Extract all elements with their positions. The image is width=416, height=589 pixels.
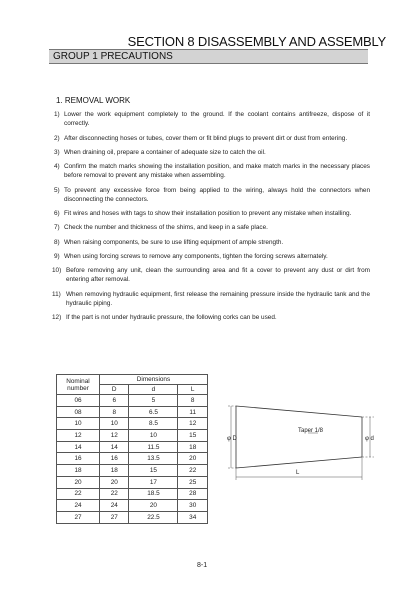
item-number: 6) xyxy=(54,210,60,218)
table-cell: 24 xyxy=(100,500,129,512)
item-text: When draining oil, prepare a container of adequate size to catch the oil. xyxy=(64,148,266,156)
table-cell: 6.5 xyxy=(129,406,178,418)
table-row xyxy=(57,465,208,477)
item-number: 5) xyxy=(54,186,60,194)
table-cell: 17 xyxy=(129,476,178,488)
removal-work-heading: 1. REMOVAL WORK xyxy=(56,96,131,105)
table-row xyxy=(57,488,208,500)
table-row xyxy=(57,511,208,523)
taper-bottom-line xyxy=(236,457,362,468)
table-row xyxy=(57,406,208,418)
taper-top-line xyxy=(236,406,362,417)
table-cell: 6 xyxy=(100,395,129,407)
table-cell: 22 xyxy=(57,488,100,500)
cork-dimensions-table xyxy=(56,374,208,524)
item-text: To prevent any excessive force from being applied to the wiring, always hold the connectors when disconnecting the connectors. xyxy=(64,186,370,203)
list-item xyxy=(54,186,370,204)
item-text: If the part is not under hydraulic pressure, the following corks can be used. xyxy=(66,314,277,322)
table-cell: 10 xyxy=(100,418,129,430)
table-cell: 20 xyxy=(100,476,129,488)
table-cell: 12 xyxy=(178,418,208,430)
table-cell: 5 xyxy=(129,395,178,407)
table-cell: 14 xyxy=(57,441,100,453)
table-cell: 15 xyxy=(129,465,178,477)
table-cell: 22 xyxy=(100,488,129,500)
table-row xyxy=(57,500,208,512)
group-title: GROUP 1 PRECAUTIONS xyxy=(53,51,173,62)
list-item xyxy=(54,209,370,218)
table-cell: 15 xyxy=(178,430,208,442)
small-diameter-label: φ d xyxy=(365,436,374,442)
table-row xyxy=(57,453,208,465)
table-cell: 22 xyxy=(178,465,208,477)
table-body xyxy=(57,395,208,524)
item-text: Lower the work equipment completely to the ground. If the coolant contains antifreeze, dispose of it correctly. xyxy=(64,111,370,128)
table-cell: 08 xyxy=(57,406,100,418)
column-header-D: D xyxy=(100,385,129,395)
table-cell: 18.5 xyxy=(129,488,178,500)
table-cell: 12 xyxy=(57,430,100,442)
table-cell: 8.5 xyxy=(129,418,178,430)
table-cell: 16 xyxy=(57,453,100,465)
table-cell: 18 xyxy=(57,465,100,477)
table-cell: 27 xyxy=(100,511,129,523)
removal-work-list xyxy=(54,110,370,328)
table-cell: 10 xyxy=(129,430,178,442)
length-label: L xyxy=(296,470,300,476)
item-number: 7) xyxy=(54,224,60,232)
column-header-L: L xyxy=(178,385,208,395)
table-cell: 11.5 xyxy=(129,441,178,453)
list-item xyxy=(54,252,370,261)
table-cell: 16 xyxy=(100,453,129,465)
list-item xyxy=(54,266,370,284)
list-item xyxy=(54,148,370,157)
item-text: When using forcing screws to remove any components, tighten the forcing screws alternately. xyxy=(64,252,328,260)
table-cell: 27 xyxy=(57,511,100,523)
table-cell: 14 xyxy=(100,441,129,453)
list-item xyxy=(54,313,370,322)
item-text: When raising components, be sure to use lifting equipment of ample strength. xyxy=(64,238,284,246)
table-cell: 8 xyxy=(178,395,208,407)
table-cell: 28 xyxy=(178,488,208,500)
list-item xyxy=(54,238,370,247)
table-row xyxy=(57,430,208,442)
item-text: When removing hydraulic equipment, first release the remaining pressure inside the hydraulic tank and the hydraulic piping. xyxy=(66,290,370,307)
big-diameter-label: φ D xyxy=(227,436,237,442)
item-number: 1) xyxy=(54,111,60,118)
item-number: 3) xyxy=(54,148,60,156)
table-row xyxy=(57,418,208,430)
page-number: 8-1 xyxy=(197,562,208,569)
item-text: After disconnecting hoses or tubes, cover them or fit blind plugs to prevent dirt or dust from entering. xyxy=(64,134,348,142)
item-text: Before removing any unit, clean the surrounding area and fit a cover to prevent any dust or dirt from entering after removal. xyxy=(66,267,370,284)
list-item xyxy=(54,162,370,180)
list-item xyxy=(54,223,370,232)
list-item xyxy=(54,110,370,128)
table-cell: 8 xyxy=(100,406,129,418)
cork-taper-diagram xyxy=(228,402,378,482)
table-cell: 13.5 xyxy=(129,453,178,465)
nominal-number-header: Nominal number xyxy=(57,375,100,395)
table-cell: 24 xyxy=(57,500,100,512)
table-cell: 11 xyxy=(178,406,208,418)
table-cell: 10 xyxy=(57,418,100,430)
table-cell: 12 xyxy=(100,430,129,442)
dimensions-header: Dimensions xyxy=(100,375,208,385)
table-row xyxy=(57,395,208,407)
table-cell: 30 xyxy=(178,500,208,512)
table-cell: 18 xyxy=(100,465,129,477)
item-number: 2) xyxy=(54,134,60,142)
item-number: 11) xyxy=(52,290,61,298)
list-item xyxy=(54,290,370,308)
table-cell: 20 xyxy=(57,476,100,488)
item-number: 8) xyxy=(54,238,60,246)
table-cell: 34 xyxy=(178,511,208,523)
section-title: SECTION 8 DISASSEMBLY AND ASSEMBLY xyxy=(127,34,386,49)
column-header-d: d xyxy=(129,385,178,395)
table-row xyxy=(57,476,208,488)
table-cell: 18 xyxy=(178,441,208,453)
item-number: 9) xyxy=(54,252,60,260)
item-number: 4) xyxy=(54,163,60,171)
table-cell: 06 xyxy=(57,395,100,407)
item-number: 10) xyxy=(52,267,62,275)
table-cell: 25 xyxy=(178,476,208,488)
item-text: Confirm the match marks showing the installation position, and make match marks in the necessary places before removal to prevent any mistake when assembling. xyxy=(64,163,370,180)
table-cell: 22.5 xyxy=(129,511,178,523)
group-header-bar xyxy=(49,49,368,64)
item-text: Check the number and thickness of the shims, and keep in a safe place. xyxy=(64,224,268,232)
taper-label: Taper 1/8 xyxy=(298,428,324,434)
list-item xyxy=(54,134,370,143)
item-number: 12) xyxy=(52,314,62,322)
item-text: Fit wires and hoses with tags to show their installation position to prevent any mistake when installing. xyxy=(64,210,352,218)
table-row xyxy=(57,441,208,453)
table-cell: 20 xyxy=(178,453,208,465)
table-cell: 20 xyxy=(129,500,178,512)
